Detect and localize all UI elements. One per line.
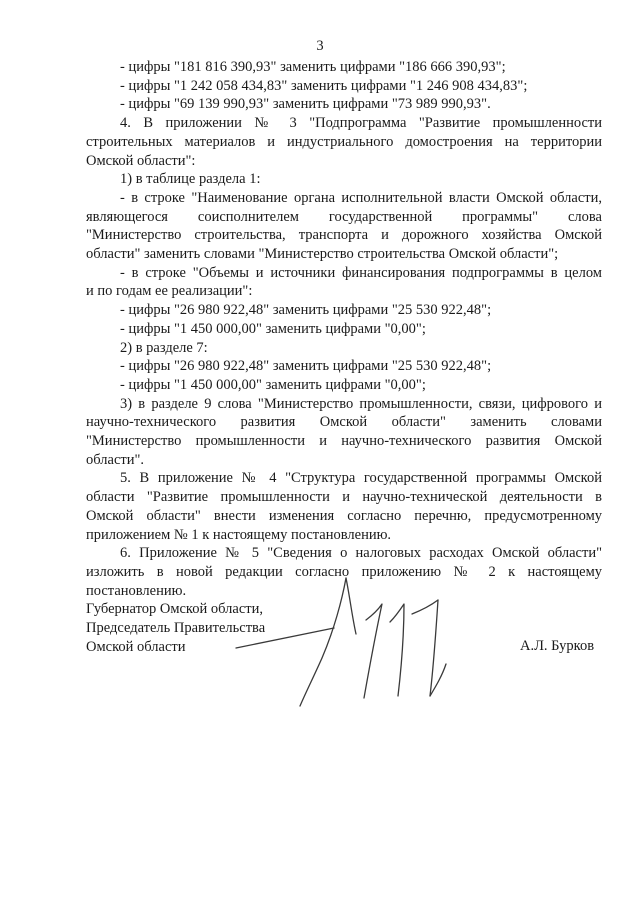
text-line: научно-технического развития Омской области" заменить словами [86, 414, 602, 431]
handwritten-signature [226, 570, 486, 720]
text-line: приложением № 1 к настоящему постановлению. [86, 526, 392, 543]
document-body [86, 58, 602, 600]
text-line: - цифры "26 980 922,48" заменить цифрами "25 530 922,48"; [120, 302, 492, 319]
text-line: "Министерство строительства, транспорта и дорожного хозяйства Омской [86, 227, 602, 244]
text-line: 4. В приложении № 3 "Подпрограмма "Развитие промышленности [120, 115, 602, 132]
text-line: 3) в разделе 9 слова "Министерство промышленности, связи, цифрового и [120, 395, 602, 412]
text-line: - цифры "1 450 000,00" заменить цифрами "0,00"; [120, 320, 426, 337]
text-line: - цифры "1 450 000,00" заменить цифрами "0,00"; [120, 376, 426, 393]
text-line: 5. В приложение № 4 "Структура государственной программы Омской [120, 470, 602, 487]
text-line: области "Развитие промышленности и научно-технической деятельности в [86, 489, 602, 506]
signatory-position-line: Председатель Правительства [86, 620, 266, 636]
text-line: - цифры "181 816 390,93" заменить цифрами "186 666 390,93"; [120, 59, 506, 75]
page-number: 3 [316, 38, 324, 54]
text-line: и по годам ее реализации": [86, 283, 253, 300]
text-line: "Министерство промышленности и научно-технического развития Омской [86, 433, 602, 450]
text-line: - в строке "Объемы и источники финансирования подпрограммы в целом [120, 264, 602, 281]
signatory-position-line: Губернатор Омской области, [86, 601, 263, 617]
text-line: Омской области" внести изменения согласно перечню, предусмотренному [86, 507, 602, 524]
text-line: области" заменить словами "Министерство строительства Омской области"; [86, 246, 559, 263]
text-line: - в строке "Наименование органа исполнительной власти Омской области, [120, 189, 602, 206]
text-line: изложить в новой редакции согласно приложению № 2 к настоящему [86, 563, 602, 580]
text-line: - цифры "26 980 922,48" заменить цифрами "25 530 922,48"; [120, 358, 492, 375]
text-line: - цифры "69 139 990,93" заменить цифрами "73 989 990,93". [120, 96, 491, 113]
text-line: являющегося соисполнителем государственной программы" слова [86, 208, 602, 225]
signatory-position-line: Омской области [86, 639, 186, 655]
text-line: 6. Приложение № 5 "Сведения о налоговых расходах Омской области" [120, 545, 602, 562]
text-line: области". [86, 451, 145, 468]
text-line: постановлению. [86, 582, 187, 599]
text-line: Омской области": [86, 152, 196, 169]
text-line: 1) в таблице раздела 1: [120, 171, 261, 188]
signatory-name: А.Л. Бурков [520, 638, 595, 654]
text-line: 2) в разделе 7: [120, 339, 208, 356]
text-line: - цифры "1 242 058 434,83" заменить цифрами "1 246 908 434,83"; [120, 77, 528, 94]
text-line: строительных материалов и индустриального домостроения на территории [86, 133, 602, 150]
